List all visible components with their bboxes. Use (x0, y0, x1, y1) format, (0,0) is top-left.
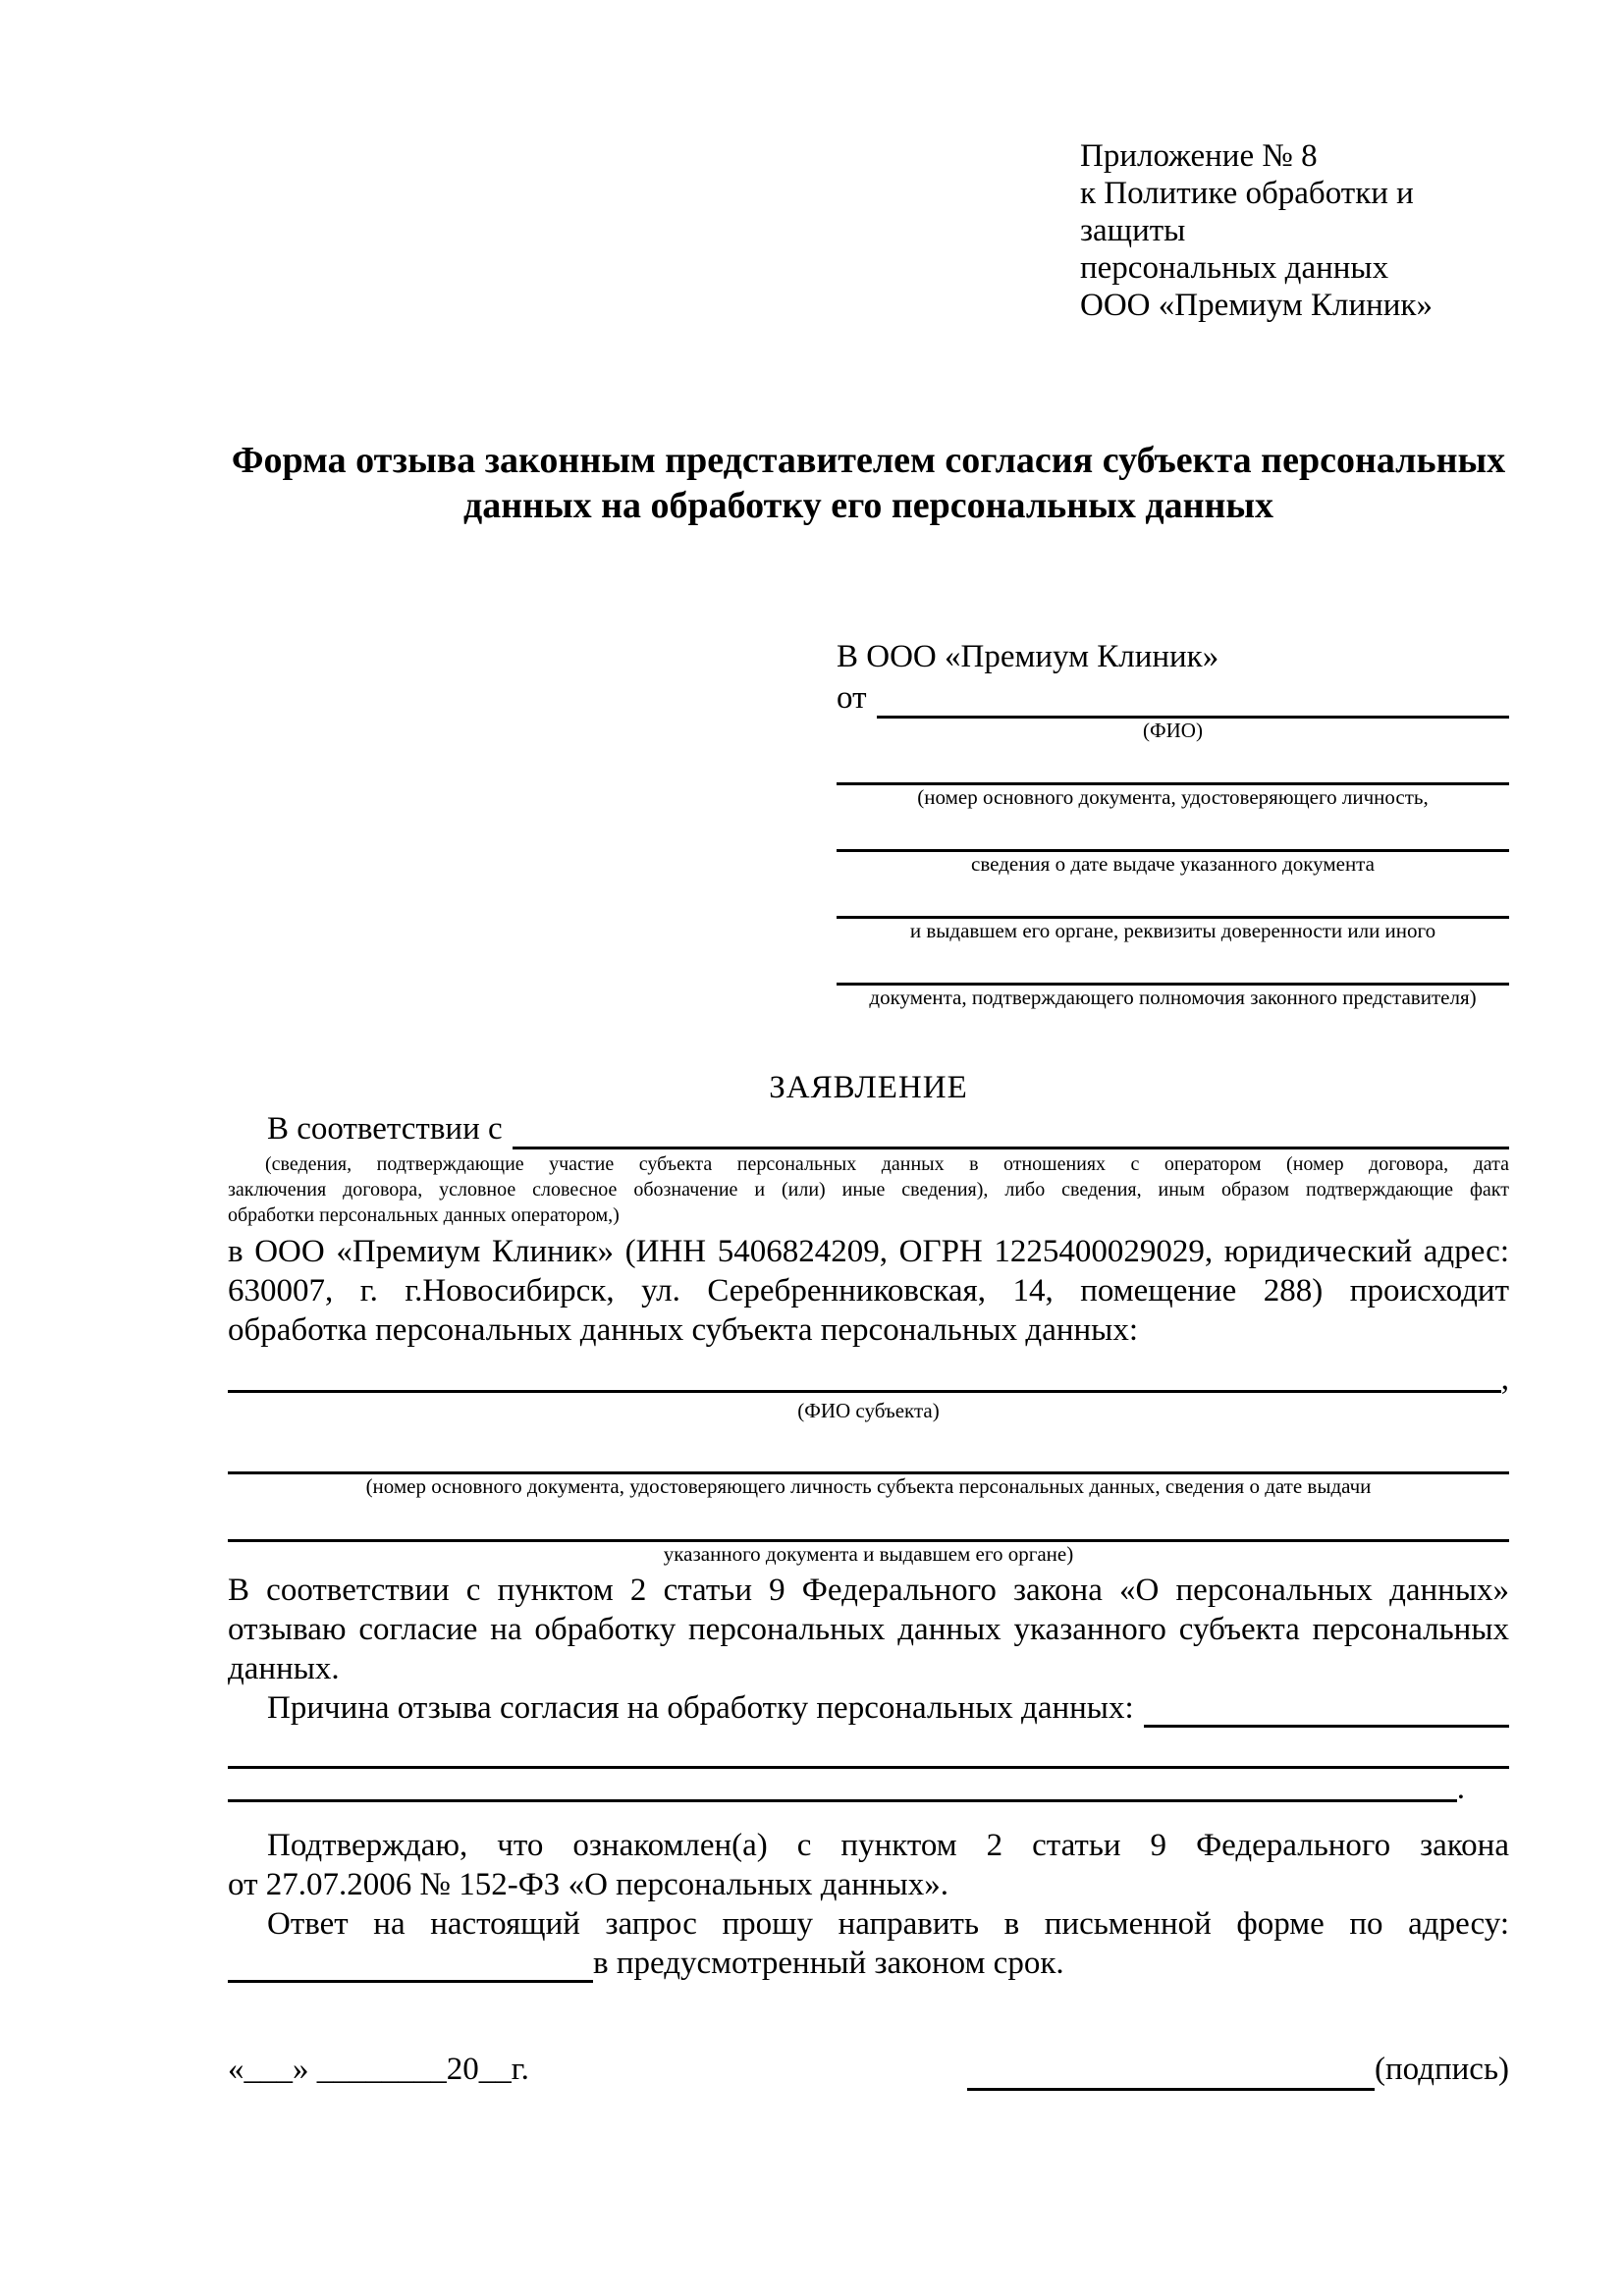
date-field: «___» ________20__г. (228, 2052, 529, 2087)
operator-paragraph (228, 1232, 1509, 1350)
footer-row (228, 2048, 1509, 2091)
representative-doc-field-3 (837, 889, 1509, 919)
representative-doc-field-2 (837, 823, 1509, 852)
basis-note-line-3: обработки персональных данных оператором,) (228, 1204, 620, 1226)
representative-doc-field-4 (837, 956, 1509, 986)
confirmation-paragraph (228, 1826, 1509, 1904)
basis-label: В соответствии с (267, 1111, 503, 1147)
reply-address-field (228, 1944, 593, 1983)
representative-doc-row-4 (837, 956, 1509, 1010)
statement-heading: ЗАЯВЛЕНИЕ (769, 1070, 968, 1105)
representative-doc-row-1 (837, 756, 1509, 810)
confirmation-line-1: Подтверждаю, что ознакомлен(а) с пунктом 2 статьи 9 Федерального закона (267, 1828, 1509, 1863)
reason-line (228, 1688, 1509, 1728)
representative-doc-caption-1: (номер основного документа, удостоверяющего личность, (917, 785, 1429, 809)
annex-line-2: к Политике обработки и защиты (1080, 176, 1414, 248)
withdrawal-line-1: В соответствии с пунктом 2 статьи 9 Федерального закона «О персональных данных» (228, 1573, 1509, 1608)
basis-note-line-2: заключения договора, условное словесное обозначение и (или) иные сведения), либо сведения, иным образом подтверждающие факт (228, 1179, 1509, 1201)
reason-extra-period: . (1456, 1771, 1465, 1806)
subject-doc-field-1 (228, 1445, 1509, 1474)
reply-line-2: в предусмотренный законом срок. (593, 1946, 1064, 1981)
representative-doc-caption-4: документа, подтверждающего полномочия законного представителя) (869, 986, 1477, 1009)
representative-doc-row-3 (837, 889, 1509, 943)
form-title: Форма отзыва законным представителем согласия субъекта персональных данных на обработку его персональных данных (231, 440, 1506, 526)
subject-doc-row-2 (228, 1513, 1509, 1567)
reason-extra-row-2 (228, 1769, 1509, 1808)
signature-caption: (подпись) (1375, 2052, 1509, 2087)
subject-fio-comma: , (1500, 1362, 1509, 1397)
withdrawal-line-3: данных. (228, 1651, 340, 1686)
reason-field (1144, 1688, 1509, 1728)
reason-extra-row-1 (228, 1735, 1509, 1769)
reply-paragraph (228, 1904, 1509, 1983)
basis-note (228, 1151, 1509, 1228)
representative-fio-caption: (ФИО) (1143, 719, 1203, 742)
representative-doc-caption-3: и выдавшем его органе, реквизиты доверенности или иного (909, 919, 1436, 942)
subject-fio-caption: (ФИО субъекта) (797, 1399, 940, 1422)
signature-group (967, 2048, 1509, 2091)
representative-doc-caption-2: сведения о дате выдаче указанного документа (971, 852, 1375, 876)
annex-line-1: Приложение № 8 (1080, 138, 1318, 174)
subject-fio-row (228, 1360, 1509, 1399)
from-line (837, 677, 1509, 719)
annex-line-3: персональных данных (1080, 250, 1389, 286)
signature-field (967, 2055, 1375, 2091)
reason-extra-field-1 (228, 1735, 1509, 1769)
from-label: от (837, 680, 867, 716)
withdrawal-line-2: отзываю согласие на обработку персональных данных указанного субъекта персональных (228, 1612, 1509, 1647)
reason-label: Причина отзыва согласия на обработку персональных данных: (267, 1690, 1134, 1726)
representative-fio-field (877, 677, 1510, 719)
basis-note-line-1: (сведения, подтверждающие участие субъекта персональных данных в отношениях с оператором (номер договора, дата (265, 1153, 1509, 1175)
representative-doc-field-1 (837, 756, 1509, 785)
subject-doc-caption-2: указанного документа и выдавшем его органе) (663, 1542, 1074, 1566)
subject-doc-caption-1: (номер основного документа, удостоверяющего личность субъекта персональных данных, сведения о дате выдачи (365, 1474, 1372, 1498)
confirmation-line-2: от 27.07.2006 № 152-ФЗ «О персональных данных». (228, 1867, 948, 1902)
operator-line-1: в ООО «Премиум Клиник» (ИНН 5406824209, ОГРН 1225400029029, юридический адрес: (228, 1234, 1509, 1269)
recipient-org: В ООО «Премиум Клиник» (837, 639, 1219, 674)
basis-line (228, 1108, 1509, 1149)
annex-line-4: ООО «Премиум Клиник» (1080, 288, 1433, 323)
document-content (228, 137, 1509, 2091)
reply-address-line (228, 1944, 1509, 1983)
subject-doc-row-1 (228, 1445, 1509, 1499)
recipient-block (837, 636, 1509, 1010)
operator-line-3: обработка персональных данных субъекта персональных данных: (228, 1312, 1138, 1348)
basis-field (513, 1108, 1509, 1149)
operator-line-2: 630007, г. г.Новосибирск, ул. Серебренниковская, 14, помещение 288) происходит (228, 1273, 1509, 1308)
reply-line-1: Ответ на настоящий запрос прошу направить в письменной форме по адресу: (267, 1906, 1509, 1942)
withdrawal-paragraph (228, 1571, 1509, 1688)
reason-extra-field-2 (228, 1769, 1457, 1802)
representative-doc-row-2 (837, 823, 1509, 877)
subject-fio-field (228, 1360, 1501, 1393)
annex-note (1080, 137, 1509, 324)
subject-doc-field-2 (228, 1513, 1509, 1542)
